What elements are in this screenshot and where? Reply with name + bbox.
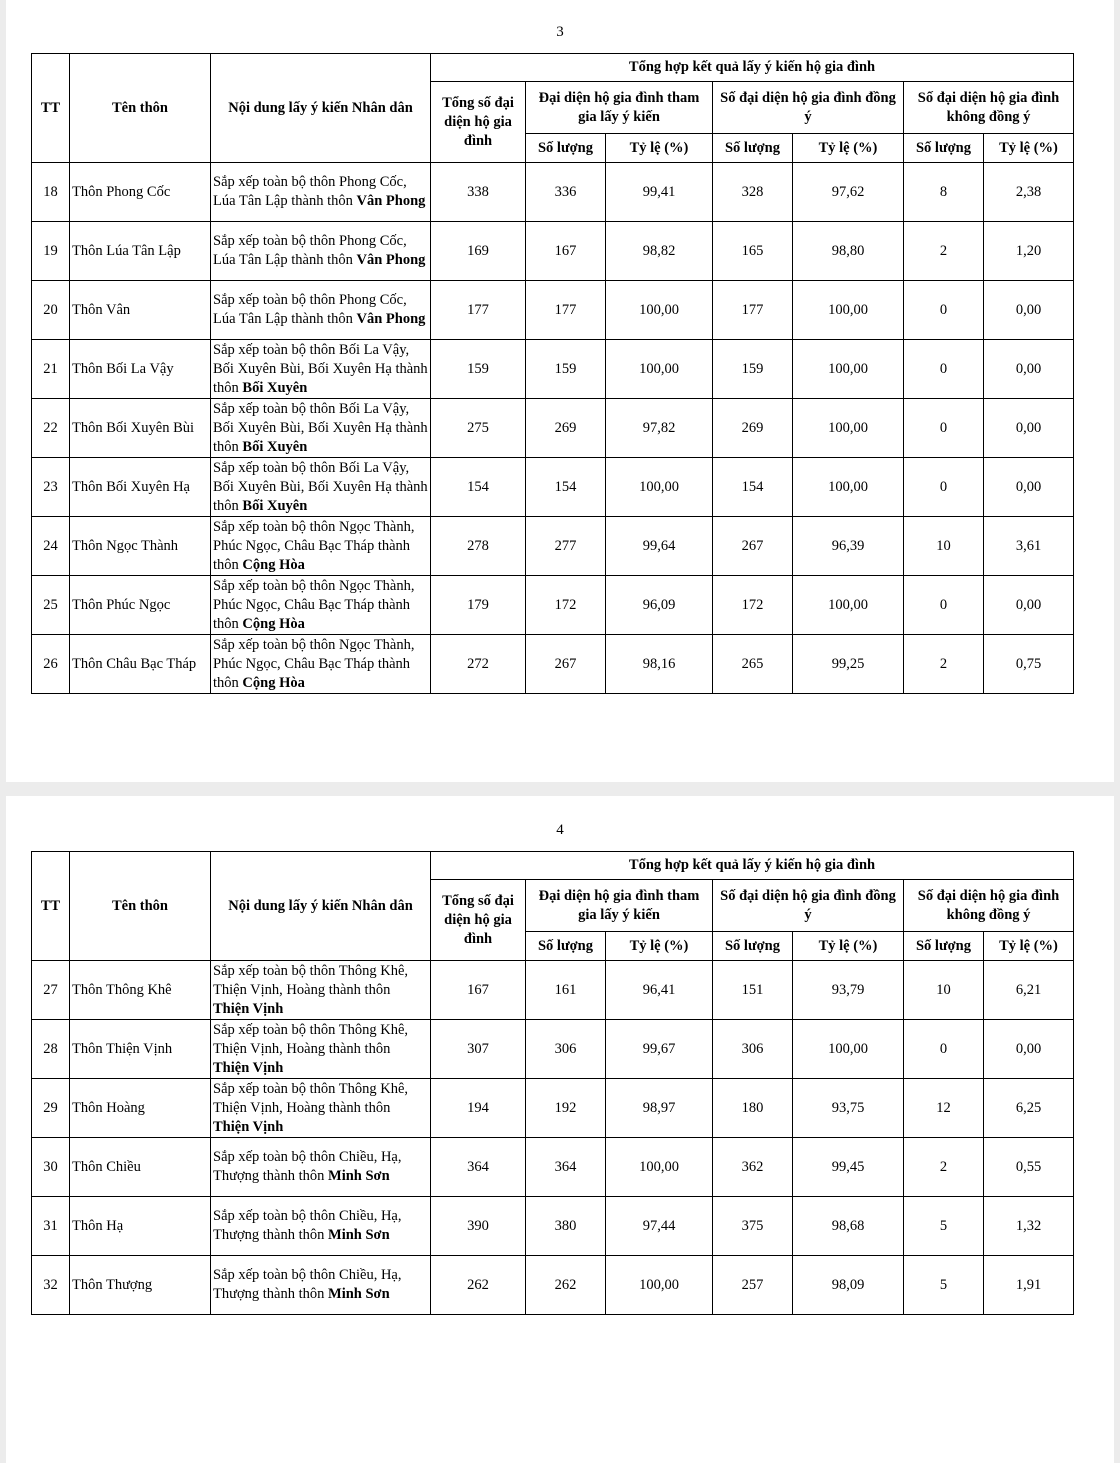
cell-tham-gia-ty-le: 97,82: [606, 399, 713, 458]
cell-khong-dong-y-so-luong: 0: [904, 281, 984, 340]
new-village-name: Minh Sơn: [328, 1286, 390, 1302]
cell-tong-so: 275: [431, 399, 526, 458]
results-table: [31, 851, 1074, 1315]
cell-tham-gia-so-luong: 269: [526, 399, 606, 458]
cell-noi-dung: [211, 340, 431, 399]
cell-tham-gia-ty-le: 100,00: [606, 1256, 713, 1315]
cell-dong-y-ty-le: 99,45: [793, 1138, 904, 1197]
cell-tong-so: 177: [431, 281, 526, 340]
cell-dong-y-ty-le: 96,39: [793, 517, 904, 576]
cell-tham-gia-ty-le: 99,64: [606, 517, 713, 576]
cell-tham-gia-so-luong: 177: [526, 281, 606, 340]
cell-khong-dong-y-so-luong: 2: [904, 635, 984, 694]
cell-ten-thon: Thôn Hạ: [70, 1197, 211, 1256]
header-ty-le: Tỷ lệ (%): [793, 134, 904, 163]
cell-noi-dung: [211, 1197, 431, 1256]
cell-dong-y-so-luong: 257: [713, 1256, 793, 1315]
cell-khong-dong-y-so-luong: 2: [904, 1138, 984, 1197]
cell-ten-thon: Thôn Thiện Vịnh: [70, 1020, 211, 1079]
header-tong-so: Tổng số đại diện hộ gia đình: [431, 82, 526, 163]
cell-khong-dong-y-ty-le: 0,00: [984, 458, 1074, 517]
cell-tham-gia-so-luong: 167: [526, 222, 606, 281]
cell-tong-so: 272: [431, 635, 526, 694]
header-ty-le: Tỷ lệ (%): [793, 932, 904, 961]
header-ty-le: Tỷ lệ (%): [984, 134, 1074, 163]
table-row: [32, 961, 1074, 1020]
cell-tong-so: 179: [431, 576, 526, 635]
cell-noi-dung: [211, 1256, 431, 1315]
cell-tham-gia-so-luong: 262: [526, 1256, 606, 1315]
content-text: Sắp xếp toàn bộ thôn Chiều, Hạ, Thượng thành thôn: [213, 1149, 402, 1184]
cell-tt: 19: [32, 222, 70, 281]
cell-noi-dung: [211, 222, 431, 281]
cell-tham-gia-so-luong: 306: [526, 1020, 606, 1079]
content-text: Sắp xếp toàn bộ thôn Phong Cốc, Lúa Tân Lập thành thôn: [213, 292, 407, 327]
document-page: [6, 796, 1114, 1463]
cell-dong-y-ty-le: 98,09: [793, 1256, 904, 1315]
content-text: Sắp xếp toàn bộ thôn Phong Cốc, Lúa Tân Lập thành thôn: [213, 233, 407, 268]
cell-tt: 21: [32, 340, 70, 399]
cell-ten-thon: Thôn Lúa Tân Lập: [70, 222, 211, 281]
cell-khong-dong-y-ty-le: 0,55: [984, 1138, 1074, 1197]
cell-ten-thon: Thôn Chiều: [70, 1138, 211, 1197]
cell-dong-y-so-luong: 177: [713, 281, 793, 340]
table-row: [32, 635, 1074, 694]
cell-tong-so: 159: [431, 340, 526, 399]
cell-khong-dong-y-so-luong: 0: [904, 1020, 984, 1079]
new-village-name: Minh Sơn: [328, 1168, 390, 1184]
cell-tong-so: 154: [431, 458, 526, 517]
cell-dong-y-ty-le: 100,00: [793, 340, 904, 399]
new-village-name: Thiện Vịnh: [213, 1059, 284, 1076]
cell-khong-dong-y-ty-le: 6,25: [984, 1079, 1074, 1138]
new-village-name: Thiện Vịnh: [213, 1118, 284, 1135]
cell-noi-dung: [211, 163, 431, 222]
cell-dong-y-so-luong: 159: [713, 340, 793, 399]
cell-khong-dong-y-ty-le: 1,20: [984, 222, 1074, 281]
header-so-luong: Số lượng: [713, 932, 793, 961]
cell-dong-y-ty-le: 98,80: [793, 222, 904, 281]
new-village-name: Cộng Hòa: [242, 556, 305, 573]
cell-tt: 22: [32, 399, 70, 458]
cell-noi-dung: [211, 1020, 431, 1079]
cell-noi-dung: [211, 1079, 431, 1138]
cell-ten-thon: Thôn Bối Xuyên Hạ: [70, 458, 211, 517]
table-row: [32, 1256, 1074, 1315]
cell-tham-gia-ty-le: 96,09: [606, 576, 713, 635]
cell-dong-y-so-luong: 172: [713, 576, 793, 635]
cell-ten-thon: Thôn Hoàng: [70, 1079, 211, 1138]
cell-tong-so: 169: [431, 222, 526, 281]
new-village-name: Minh Sơn: [328, 1227, 390, 1243]
cell-tong-so: 338: [431, 163, 526, 222]
cell-tham-gia-ty-le: 100,00: [606, 458, 713, 517]
cell-tham-gia-ty-le: 100,00: [606, 1138, 713, 1197]
header-ty-le: Tỷ lệ (%): [984, 932, 1074, 961]
header-so-luong: Số lượng: [713, 134, 793, 163]
new-village-name: Bối Xuyên: [242, 438, 308, 455]
cell-khong-dong-y-ty-le: 2,38: [984, 163, 1074, 222]
cell-tt: 23: [32, 458, 70, 517]
header-ty-le: Tỷ lệ (%): [606, 134, 713, 163]
cell-dong-y-ty-le: 100,00: [793, 576, 904, 635]
table-row: [32, 1079, 1074, 1138]
cell-tham-gia-ty-le: 98,16: [606, 635, 713, 694]
cell-khong-dong-y-ty-le: 1,32: [984, 1197, 1074, 1256]
content-text: Sắp xếp toàn bộ thôn Phong Cốc, Lúa Tân Lập thành thôn: [213, 174, 407, 209]
cell-tt: 24: [32, 517, 70, 576]
table-row: [32, 399, 1074, 458]
cell-noi-dung: [211, 576, 431, 635]
content-text: Sắp xếp toàn bộ thôn Ngọc Thành, Phúc Ngọc, Châu Bạc Tháp thành thôn: [213, 577, 415, 632]
cell-tt: 20: [32, 281, 70, 340]
content-text: Sắp xếp toàn bộ thôn Thông Khê, Thiện Vịnh, Hoàng thành thôn: [213, 962, 409, 998]
cell-khong-dong-y-so-luong: 0: [904, 399, 984, 458]
cell-tham-gia-ty-le: 97,44: [606, 1197, 713, 1256]
cell-tt: 32: [32, 1256, 70, 1315]
header-khong-dong-y: Số đại diện hộ gia đình không đồng ý: [904, 880, 1074, 932]
cell-khong-dong-y-so-luong: 10: [904, 961, 984, 1020]
header-tong-hop: Tổng hợp kết quả lấy ý kiến hộ gia đình: [431, 852, 1074, 880]
cell-noi-dung: [211, 458, 431, 517]
table-row: [32, 1020, 1074, 1079]
cell-tham-gia-ty-le: 99,67: [606, 1020, 713, 1079]
cell-dong-y-ty-le: 100,00: [793, 399, 904, 458]
cell-tham-gia-so-luong: 172: [526, 576, 606, 635]
cell-dong-y-so-luong: 154: [713, 458, 793, 517]
table-row: [32, 1197, 1074, 1256]
new-village-name: Bối Xuyên: [242, 497, 308, 514]
content-text: Sắp xếp toàn bộ thôn Bối La Vậy, Bối Xuyên Bùi, Bối Xuyên Hạ thành thôn: [213, 400, 428, 455]
cell-tham-gia-so-luong: 336: [526, 163, 606, 222]
content-text: Sắp xếp toàn bộ thôn Chiều, Hạ, Thượng thành thôn: [213, 1208, 402, 1243]
header-dong-y: Số đại diện hộ gia đình đồng ý: [713, 82, 904, 134]
table-row: [32, 163, 1074, 222]
cell-tt: 31: [32, 1197, 70, 1256]
header-noi-dung: Nội dung lấy ý kiến Nhân dân: [211, 54, 431, 163]
table-row: [32, 222, 1074, 281]
cell-tham-gia-so-luong: 364: [526, 1138, 606, 1197]
header-tham-gia: Đại diện hộ gia đình tham gia lấy ý kiến: [526, 880, 713, 932]
content-text: Sắp xếp toàn bộ thôn Thông Khê, Thiện Vịnh, Hoàng thành thôn: [213, 1080, 409, 1116]
cell-khong-dong-y-ty-le: 6,21: [984, 961, 1074, 1020]
cell-noi-dung: [211, 635, 431, 694]
content-text: Sắp xếp toàn bộ thôn Bối La Vậy, Bối Xuyên Bùi, Bối Xuyên Hạ thành thôn: [213, 459, 428, 514]
document-page: [6, 0, 1114, 782]
header-tong-so: Tổng số đại diện hộ gia đình: [431, 880, 526, 961]
cell-noi-dung: [211, 1138, 431, 1197]
new-village-name: Bối Xuyên: [242, 379, 308, 396]
cell-ten-thon: Thôn Thượng: [70, 1256, 211, 1315]
table-row: [32, 458, 1074, 517]
cell-khong-dong-y-so-luong: 5: [904, 1256, 984, 1315]
table-row: [32, 576, 1074, 635]
content-text: Sắp xếp toàn bộ thôn Thông Khê, Thiện Vịnh, Hoàng thành thôn: [213, 1021, 409, 1057]
cell-tham-gia-ty-le: 98,97: [606, 1079, 713, 1138]
cell-tham-gia-ty-le: 96,41: [606, 961, 713, 1020]
cell-dong-y-ty-le: 100,00: [793, 458, 904, 517]
cell-tham-gia-so-luong: 277: [526, 517, 606, 576]
header-so-luong: Số lượng: [904, 932, 984, 961]
cell-noi-dung: [211, 281, 431, 340]
cell-tong-so: 167: [431, 961, 526, 1020]
cell-khong-dong-y-ty-le: 0,00: [984, 281, 1074, 340]
cell-khong-dong-y-ty-le: 1,91: [984, 1256, 1074, 1315]
cell-ten-thon: Thôn Bối La Vậy: [70, 340, 211, 399]
cell-dong-y-ty-le: 97,62: [793, 163, 904, 222]
cell-tham-gia-so-luong: 192: [526, 1079, 606, 1138]
cell-tham-gia-ty-le: 100,00: [606, 281, 713, 340]
cell-dong-y-so-luong: 180: [713, 1079, 793, 1138]
page-number: 3: [556, 24, 564, 40]
cell-ten-thon: Thôn Ngọc Thành: [70, 517, 211, 576]
cell-dong-y-ty-le: 93,79: [793, 961, 904, 1020]
cell-tong-so: 390: [431, 1197, 526, 1256]
header-so-luong: Số lượng: [526, 134, 606, 163]
cell-noi-dung: [211, 399, 431, 458]
cell-dong-y-so-luong: 265: [713, 635, 793, 694]
table-row: [32, 281, 1074, 340]
content-text: Sắp xếp toàn bộ thôn Ngọc Thành, Phúc Ngọc, Châu Bạc Tháp thành thôn: [213, 518, 415, 573]
cell-ten-thon: Thôn Phong Cốc: [70, 163, 211, 222]
cell-tong-so: 364: [431, 1138, 526, 1197]
cell-dong-y-so-luong: 328: [713, 163, 793, 222]
cell-khong-dong-y-ty-le: 0,00: [984, 399, 1074, 458]
cell-ten-thon: Thôn Phúc Ngọc: [70, 576, 211, 635]
new-village-name: Vân Phong: [356, 252, 426, 268]
cell-dong-y-ty-le: 100,00: [793, 281, 904, 340]
header-tt: TT: [32, 852, 70, 961]
cell-noi-dung: [211, 517, 431, 576]
new-village-name: Vân Phong: [356, 311, 426, 327]
content-text: Sắp xếp toàn bộ thôn Ngọc Thành, Phúc Ngọc, Châu Bạc Tháp thành thôn: [213, 636, 415, 691]
cell-tong-so: 307: [431, 1020, 526, 1079]
cell-khong-dong-y-so-luong: 0: [904, 576, 984, 635]
cell-tt: 18: [32, 163, 70, 222]
content-text: Sắp xếp toàn bộ thôn Chiều, Hạ, Thượng thành thôn: [213, 1267, 402, 1302]
cell-khong-dong-y-so-luong: 2: [904, 222, 984, 281]
cell-dong-y-so-luong: 151: [713, 961, 793, 1020]
cell-tong-so: 194: [431, 1079, 526, 1138]
cell-tham-gia-so-luong: 267: [526, 635, 606, 694]
cell-tham-gia-so-luong: 380: [526, 1197, 606, 1256]
cell-tham-gia-so-luong: 161: [526, 961, 606, 1020]
content-text: Sắp xếp toàn bộ thôn Bối La Vậy, Bối Xuyên Bùi, Bối Xuyên Hạ thành thôn: [213, 341, 428, 396]
new-village-name: Thiện Vịnh: [213, 1000, 284, 1017]
cell-tham-gia-so-luong: 159: [526, 340, 606, 399]
new-village-name: Cộng Hòa: [242, 615, 305, 632]
header-so-luong: Số lượng: [904, 134, 984, 163]
cell-tong-so: 278: [431, 517, 526, 576]
cell-ten-thon: Thôn Thông Khê: [70, 961, 211, 1020]
table-row: [32, 340, 1074, 399]
cell-tham-gia-so-luong: 154: [526, 458, 606, 517]
cell-khong-dong-y-so-luong: 0: [904, 340, 984, 399]
cell-khong-dong-y-ty-le: 0,00: [984, 340, 1074, 399]
cell-tham-gia-ty-le: 98,82: [606, 222, 713, 281]
cell-dong-y-so-luong: 362: [713, 1138, 793, 1197]
cell-tt: 27: [32, 961, 70, 1020]
cell-noi-dung: [211, 961, 431, 1020]
cell-dong-y-so-luong: 375: [713, 1197, 793, 1256]
cell-khong-dong-y-ty-le: 0,00: [984, 1020, 1074, 1079]
header-dong-y: Số đại diện hộ gia đình đồng ý: [713, 880, 904, 932]
cell-khong-dong-y-so-luong: 5: [904, 1197, 984, 1256]
cell-dong-y-ty-le: 100,00: [793, 1020, 904, 1079]
cell-dong-y-ty-le: 98,68: [793, 1197, 904, 1256]
cell-dong-y-so-luong: 306: [713, 1020, 793, 1079]
cell-khong-dong-y-so-luong: 12: [904, 1079, 984, 1138]
header-khong-dong-y: Số đại diện hộ gia đình không đồng ý: [904, 82, 1074, 134]
cell-dong-y-ty-le: 93,75: [793, 1079, 904, 1138]
table-row: [32, 517, 1074, 576]
header-ty-le: Tỷ lệ (%): [606, 932, 713, 961]
header-tt: TT: [32, 54, 70, 163]
cell-ten-thon: Thôn Bối Xuyên Bùi: [70, 399, 211, 458]
results-table: [31, 53, 1074, 694]
cell-dong-y-so-luong: 269: [713, 399, 793, 458]
new-village-name: Cộng Hòa: [242, 674, 305, 691]
cell-tt: 28: [32, 1020, 70, 1079]
cell-khong-dong-y-so-luong: 0: [904, 458, 984, 517]
new-village-name: Vân Phong: [356, 193, 426, 209]
cell-tham-gia-ty-le: 99,41: [606, 163, 713, 222]
cell-tong-so: 262: [431, 1256, 526, 1315]
cell-dong-y-ty-le: 99,25: [793, 635, 904, 694]
cell-tt: 26: [32, 635, 70, 694]
cell-ten-thon: Thôn Châu Bạc Tháp: [70, 635, 211, 694]
table-row: [32, 1138, 1074, 1197]
cell-khong-dong-y-ty-le: 0,00: [984, 576, 1074, 635]
cell-dong-y-so-luong: 267: [713, 517, 793, 576]
header-noi-dung: Nội dung lấy ý kiến Nhân dân: [211, 852, 431, 961]
header-ten-thon: Tên thôn: [70, 852, 211, 961]
cell-khong-dong-y-ty-le: 0,75: [984, 635, 1074, 694]
header-so-luong: Số lượng: [526, 932, 606, 961]
cell-khong-dong-y-so-luong: 8: [904, 163, 984, 222]
cell-tt: 30: [32, 1138, 70, 1197]
cell-tham-gia-ty-le: 100,00: [606, 340, 713, 399]
cell-ten-thon: Thôn Vân: [70, 281, 211, 340]
page-number: 4: [556, 822, 564, 838]
header-ten-thon: Tên thôn: [70, 54, 211, 163]
header-tham-gia: Đại diện hộ gia đình tham gia lấy ý kiến: [526, 82, 713, 134]
cell-khong-dong-y-so-luong: 10: [904, 517, 984, 576]
header-tong-hop: Tổng hợp kết quả lấy ý kiến hộ gia đình: [431, 54, 1074, 82]
cell-tt: 29: [32, 1079, 70, 1138]
cell-dong-y-so-luong: 165: [713, 222, 793, 281]
cell-khong-dong-y-ty-le: 3,61: [984, 517, 1074, 576]
cell-tt: 25: [32, 576, 70, 635]
